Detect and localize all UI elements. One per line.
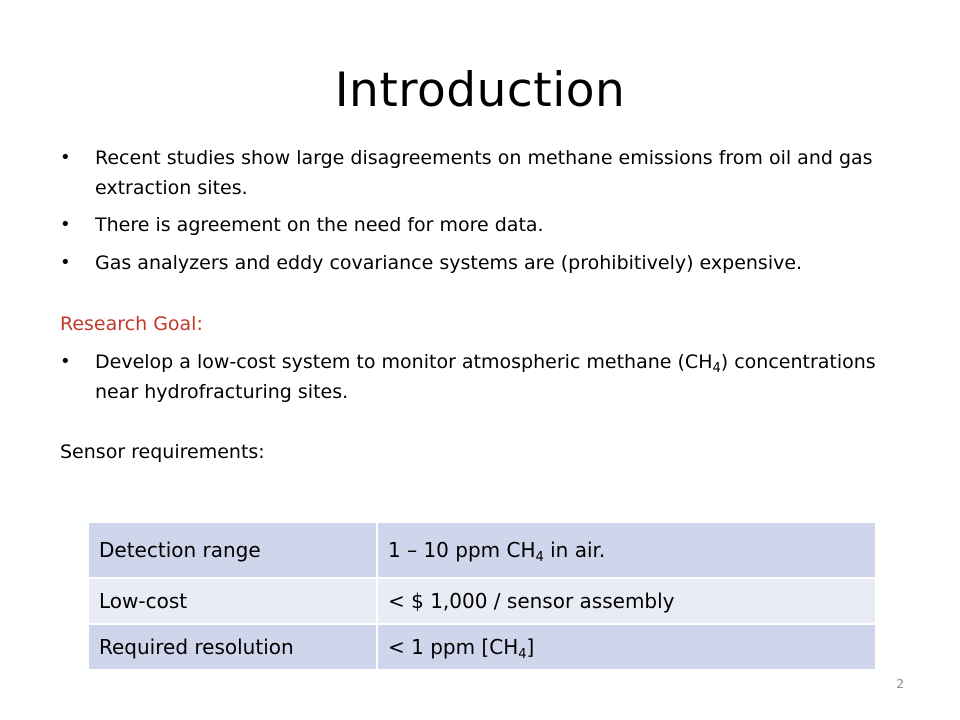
value-sub: 4 (518, 647, 527, 662)
bullet-item (60, 143, 910, 203)
table-cell-value (377, 522, 876, 578)
page-number: 2 (896, 677, 904, 691)
goal-text-pre: Develop a low-cost system to monitor atmospheric methane (CH (95, 351, 713, 373)
bullet-item (60, 248, 910, 278)
bullet-item (60, 210, 910, 240)
table-cell-value (377, 624, 876, 670)
requirements-label: Sensor requirements: (60, 441, 265, 463)
value-post: ] (526, 635, 535, 659)
research-goal-label: Research Goal: (60, 313, 203, 335)
value-post: in air. (543, 538, 606, 562)
table-row (88, 624, 876, 670)
goal-bullet-item (60, 347, 910, 407)
slide-body (60, 143, 910, 467)
bullet-text: Recent studies show large disagreements on methane emissions from oil and gas extraction sites. (95, 147, 873, 199)
requirements-table-wrap (87, 521, 875, 671)
bullet-text: Gas analyzers and eddy covariance systems are (prohibitively) expensive. (95, 252, 803, 274)
value-pre: < $ 1,000 / sensor assembly (388, 589, 675, 613)
goal-text-sub: 4 (712, 361, 721, 376)
bullet-icon: • (60, 214, 71, 235)
slide-title: Introduction (334, 63, 626, 118)
table-cell-value (377, 578, 876, 624)
table-cell-label: Detection range (88, 522, 377, 578)
table-row (88, 522, 876, 578)
table-cell-label: Low-cost (88, 578, 377, 624)
goal-text-post: ) concentrations near hydrofracturing sites. (95, 351, 876, 403)
value-pre: 1 – 10 ppm CH (388, 538, 536, 562)
bullet-text: There is agreement on the need for more data. (95, 214, 544, 236)
value-pre: < 1 ppm [CH (388, 635, 519, 659)
bullet-icon: • (60, 252, 71, 273)
table-cell-label: Required resolution (88, 624, 377, 670)
table-row (88, 578, 876, 624)
bullet-icon: • (60, 351, 71, 372)
bullet-icon: • (60, 147, 71, 168)
requirements-table (87, 521, 877, 671)
value-sub: 4 (535, 550, 544, 565)
